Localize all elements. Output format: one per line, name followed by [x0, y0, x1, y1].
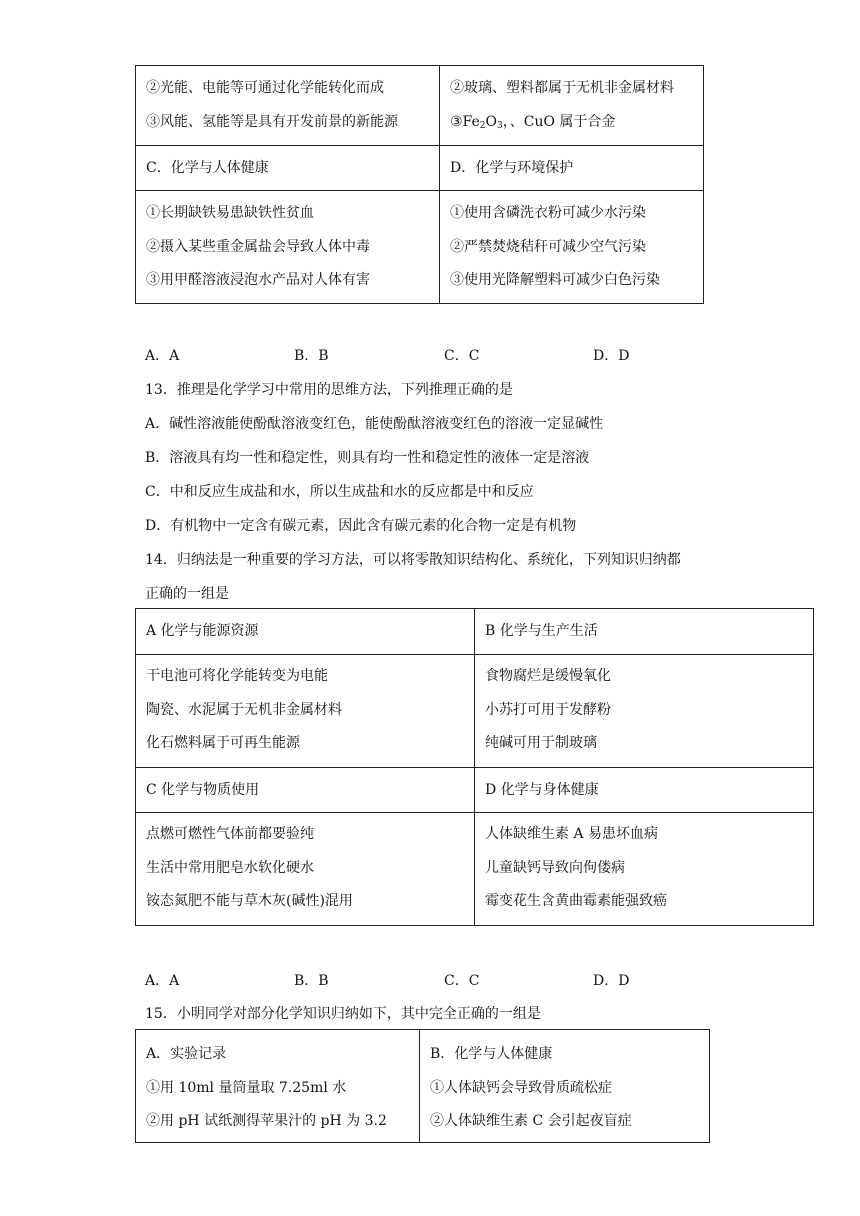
option-c[interactable]: C．C [444, 973, 480, 989]
table-header-cell [136, 609, 475, 655]
cell-text: ②光能、电能等可通过化学能转化而成 [146, 80, 384, 96]
cell-text: 纯碱可用于制玻璃 [485, 735, 597, 751]
cell-text: ③使用光降解塑料可减少白色污染 [450, 272, 660, 288]
table-q15 [135, 1029, 710, 1143]
table-cell [136, 655, 475, 768]
table-cell [440, 191, 704, 304]
cell-text: ②严禁焚烧秸秆可减少空气污染 [450, 238, 646, 255]
q13-choice-c[interactable]: C．中和反应生成盐和水，所以生成盐和水的反应都是中和反应 [145, 484, 534, 500]
cell-text: ①人体缺钙会导致骨质疏松症 [430, 1079, 612, 1096]
cell-text: ②用 pH 试纸测得苹果汁的 pH 为 3.2 [146, 1113, 387, 1129]
cell-text: ②人体缺维生素 C 会引起夜盲症 [430, 1113, 632, 1129]
cell-text: ③用甲醛溶液浸泡水产品对人体有害 [146, 272, 370, 288]
table-header-cell [475, 609, 814, 655]
cell-header: D 化学与身体健康 [485, 782, 599, 798]
cell-header: A．实验记录 [146, 1046, 227, 1062]
table-q14 [135, 608, 814, 926]
question-15-stem: 15．小明同学对部分化学知识归纳如下，其中完全正确的一组是 [145, 1006, 541, 1022]
cell-text: 霉变花生含黄曲霉素能强致癌 [485, 893, 667, 909]
q13-choice-a[interactable]: A．碱性溶液能使酚酞溶液变红色，能使酚酞溶液变红色的溶液一定显碱性 [145, 416, 604, 432]
cell-header: C 化学与物质使用 [146, 782, 260, 798]
q13-choice-d[interactable]: D．有机物中一定含有碳元素，因此含有碳元素的化合物一定是有机物 [145, 518, 577, 534]
cell-header: D．化学与环境保护 [450, 160, 574, 176]
cell-text: ③风能、氢能等是具有开发前景的新能源 [146, 113, 398, 130]
table-header-cell [475, 768, 814, 813]
option-d[interactable]: D．D [593, 348, 630, 364]
table-cell [475, 655, 814, 768]
table-header-cell [136, 768, 475, 813]
table-q12 [135, 65, 704, 304]
option-b[interactable]: B．B [294, 348, 329, 364]
option-b[interactable]: B．B [294, 973, 329, 989]
cell-header: B 化学与生产生活 [485, 623, 598, 639]
cell-header: C．化学与人体健康 [146, 160, 269, 176]
cell-text: ②摄入某些重金属盐会导致人体中毒 [146, 238, 370, 255]
q13-choice-b[interactable]: B．溶液具有均一性和稳定性，则具有均一性和稳定性的液体一定是溶液 [145, 450, 590, 466]
cell-text: ①使用含磷洗衣粉可减少水污染 [450, 205, 646, 221]
table-cell [440, 66, 704, 146]
cell-text-formula: $③Fe_2O_3$，、CuO 属于合金 [450, 113, 616, 131]
cell-text: ①长期缺铁易患缺铁性贫血 [146, 205, 314, 221]
question-14-stem-cont: 正确的一组是 [145, 586, 229, 602]
question-13-stem: 13．推理是化学学习中常用的思维方法，下列推理正确的是 [145, 382, 513, 398]
cell-header: B．化学与人体健康 [430, 1046, 553, 1062]
cell-text: 生活中常用肥皂水软化硬水 [146, 859, 314, 876]
cell-text: 铵态氮肥不能与草木灰(碱性)混用 [146, 893, 353, 909]
table-cell [420, 1030, 710, 1143]
cell-text: ①用 10ml 量筒量取 7.25ml 水 [146, 1079, 347, 1096]
table-cell [475, 813, 814, 926]
cell-text: 儿童缺钙导致向佝偻病 [485, 859, 625, 876]
table-cell [136, 191, 440, 304]
cell-text: 点燃可燃性气体前都要验纯 [146, 826, 314, 842]
option-a[interactable]: A．A [145, 348, 180, 364]
cell-text: ②玻璃、塑料都属于无机非金属材料 [450, 80, 674, 96]
cell-text: 陶瓷、水泥属于无机非金属材料 [146, 701, 342, 718]
cell-text: 人体缺维生素 A 易患坏血病 [485, 826, 659, 842]
cell-text: 干电池可将化学能转变为电能 [146, 668, 328, 684]
option-a[interactable]: A．A [145, 973, 180, 989]
cell-text: 小苏打可用于发酵粉 [485, 701, 611, 718]
option-d[interactable]: D．D [593, 973, 630, 989]
cell-header: A 化学与能源资源 [146, 623, 259, 639]
table-cell [136, 66, 440, 146]
option-c[interactable]: C．C [444, 348, 480, 364]
table-cell [136, 1030, 420, 1143]
cell-text: 化石燃料属于可再生能源 [146, 735, 300, 751]
cell-text: 食物腐烂是缓慢氧化 [485, 668, 611, 684]
question-14-stem: 14．归纳法是一种重要的学习方法，可以将零散知识结构化、系统化，下列知识归纳都 [145, 552, 681, 568]
table-cell [136, 813, 475, 926]
table-header-cell [440, 146, 704, 191]
table-header-cell [136, 146, 440, 191]
